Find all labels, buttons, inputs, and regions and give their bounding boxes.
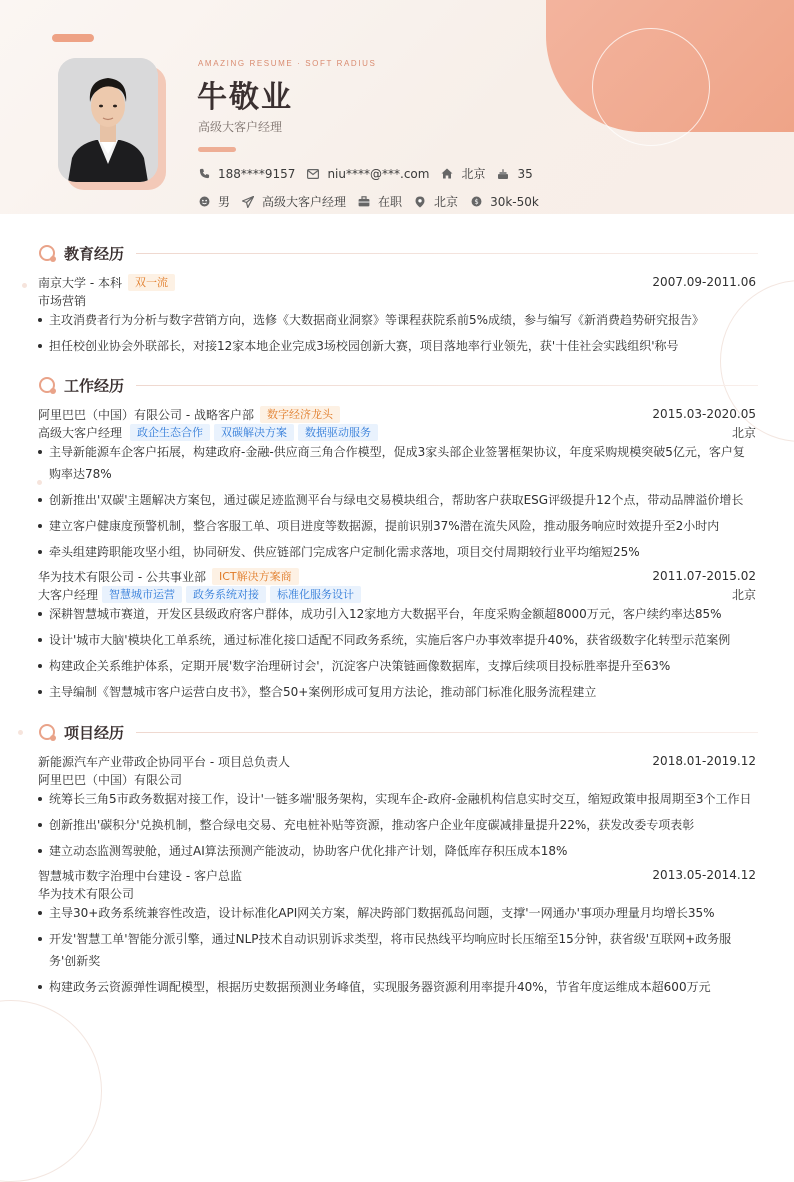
job-role: 高级大客户经理 xyxy=(38,425,123,440)
salary-icon xyxy=(470,196,482,208)
home-icon xyxy=(441,168,453,180)
section-divider xyxy=(136,253,758,254)
education-header xyxy=(38,273,756,291)
project-org-row xyxy=(38,884,756,902)
list-item: 主导30+政务系统兼容性改造，设计标准化API网关方案，解决跨部门数据孤岛问题，支撑'一网通办'事项办理量月均增长35% xyxy=(38,902,754,924)
resume-header xyxy=(0,0,794,214)
project-header xyxy=(38,866,756,884)
section-title: 工作经历 xyxy=(64,377,125,395)
contact-row xyxy=(198,165,545,182)
svg-text:$: $ xyxy=(473,197,479,206)
job-city: 北京 xyxy=(731,425,756,440)
decorative-ring xyxy=(592,28,710,146)
list-item: 构建政务云资源弹性调配模型，根据历史数据预测业务峰值，实现服务器资源利用率提升40%，节省年度运维成本超600万元 xyxy=(38,976,754,998)
company-name: 华为技术有限公司 - 公共事业部 xyxy=(38,569,206,584)
target-position-item: 高级大客户经理 xyxy=(242,193,346,210)
company-name: 阿里巴巴（中国）有限公司 - 战略客户部 xyxy=(38,407,254,422)
project-date: 2018.01-2019.12 xyxy=(652,754,756,768)
project-date: 2013.05-2014.12 xyxy=(652,868,756,882)
school-tag: 双一流 xyxy=(128,274,175,291)
location-icon xyxy=(414,196,426,208)
section-work xyxy=(38,375,758,396)
job-role-row xyxy=(38,423,756,441)
age-item: 35 xyxy=(497,167,532,181)
list-item: 主导新能源车企客户拓展，构建政府-金融-供应商三角合作模型，促成3家头部企业签署框架协议，年度采购规模突破5亿元，客户复购率达78% xyxy=(38,441,754,485)
project-name: 智慧城市数字治理中台建设 - 客户总监 xyxy=(38,868,242,883)
briefcase-icon xyxy=(358,196,370,208)
company-tag: 数字经济龙头 xyxy=(260,406,340,423)
education-major-row xyxy=(38,291,756,309)
list-item: 牵头组建跨职能攻坚小组，协同研发、供应链部门完成客户定制化需求落地，项目交付周期较行业平均缩短25% xyxy=(38,541,754,563)
list-item: 统筹长三角5市政务数据对接工作，设计'一链多端'服务架构，实现车企-政府-金融机构信息实时交互，缩短政策申报周期至3个工作日 xyxy=(38,788,754,810)
section-magnifier-icon xyxy=(38,244,58,264)
job-role-row xyxy=(38,585,756,603)
job-date: 2015.03-2020.05 xyxy=(652,407,756,421)
phone-item: 188****9157 xyxy=(198,167,295,181)
list-item: 主攻消费者行为分析与数字营销方向，选修《大数据商业洞察》等课程获院系前5%成绩，参与编写《新消费趋势研究报告》 xyxy=(38,309,754,331)
send-icon xyxy=(242,196,254,208)
education-date: 2007.09-2011.06 xyxy=(652,275,756,289)
list-item: 深耕智慧城市赛道，开发区县级政府客户群体，成功引入12家地方大数据平台，年度采购金额超8000万元，客户续约率达85% xyxy=(38,603,754,625)
section-divider xyxy=(136,732,758,733)
candidate-name: 牛敬业 xyxy=(197,80,293,115)
list-item: 建立客户健康度预警机制，整合客服工单、项目进度等数据源，提前识别37%潜在流失风险，推动服务响应时效提升至2小时内 xyxy=(38,515,754,537)
project-org: 华为技术有限公司 xyxy=(38,886,135,901)
job-role: 大客户经理 xyxy=(38,587,99,602)
list-item: 主导编制《智慧城市客户运营白皮书》，整合50+案例形成可复用方法论，推动部门标准化服务流程建立 xyxy=(38,681,754,703)
email-item: niu****@***.com xyxy=(307,167,429,181)
job-city: 北京 xyxy=(731,587,756,602)
project-org: 阿里巴巴（中国）有限公司 xyxy=(38,772,183,787)
tagline: AMAZING RESUME · SOFT RADIUS xyxy=(198,59,377,68)
list-item: 创新推出'双碳'主题解决方案包，通过碳足迹监测平台与绿电交易模块组合，帮助客户获取ESG评级提升12个点，带动品牌溢价增长 xyxy=(38,489,754,511)
major: 市场营销 xyxy=(38,293,87,308)
cake-icon xyxy=(497,168,509,180)
decorative-dot xyxy=(18,730,23,735)
section-magnifier-icon xyxy=(38,376,58,396)
decorative-circle xyxy=(0,1000,102,1182)
list-item: 设计'城市大脑'模块化工单系统，通过标准化接口适配不同政务系统，实施后客户办事效率提升40%，获省级数字化转型示范案例 xyxy=(38,629,754,651)
school-name: 南京大学 - 本科 xyxy=(38,275,122,290)
company-tag: ICT解决方案商 xyxy=(212,568,299,585)
section-magnifier-icon xyxy=(38,723,58,743)
skill-tag: 智慧城市运营 xyxy=(102,586,182,603)
list-item: 创新推出'碳积分'兑换机制，整合绿电交易、充电桩补贴等资源，推动客户企业年度碳减排量提升22%，获发改委专项表彰 xyxy=(38,814,754,836)
list-item: 开发'智慧工单'智能分派引擎，通过NLP技术自动识别诉求类型，将市民热线平均响应时长压缩至15分钟，获省级'互联网+政务服务'创新奖 xyxy=(38,928,754,972)
accent-bar xyxy=(52,34,94,42)
decorative-dot xyxy=(22,283,27,288)
job-header xyxy=(38,405,756,423)
mail-icon xyxy=(307,168,319,180)
skill-tag: 政企生态合作 xyxy=(130,424,210,441)
project-header xyxy=(38,752,756,770)
section-divider xyxy=(136,385,758,386)
home-item: 北京 xyxy=(441,165,485,182)
avatar xyxy=(58,58,158,182)
phone-icon xyxy=(198,168,210,180)
accent-bar-small xyxy=(198,147,236,152)
salary-item: $ 30k-50k xyxy=(470,195,539,209)
skill-tag: 数据驱动服务 xyxy=(298,424,378,441)
gender-item: 男 xyxy=(198,193,230,210)
skill-tag: 双碳解决方案 xyxy=(214,424,294,441)
job-header xyxy=(38,567,756,585)
city-item: 北京 xyxy=(414,193,458,210)
skill-tag: 标准化服务设计 xyxy=(270,586,361,603)
section-title: 教育经历 xyxy=(64,245,125,263)
section-projects xyxy=(38,722,758,743)
section-education xyxy=(38,243,758,264)
skill-tag: 政务系统对接 xyxy=(186,586,266,603)
project-name: 新能源汽车产业带政企协同平台 - 项目总负责人 xyxy=(38,754,290,769)
section-title: 项目经历 xyxy=(64,724,125,742)
profile-row xyxy=(198,193,551,210)
gender-icon xyxy=(198,196,210,208)
list-item: 建立动态监测驾驶舱，通过AI算法预测产能波动，协助客户优化排产计划，降低库存积压成本18% xyxy=(38,840,754,862)
list-item: 担任校创业协会外联部长，对接12家本地企业完成3场校园创新大赛，项目落地率行业领先，获'十佳社会实践组织'称号 xyxy=(38,335,754,357)
candidate-title: 高级大客户经理 xyxy=(198,120,283,134)
list-item: 构建政企关系维护体系，定期开展'数字治理研讨会'，沉淀客户决策链画像数据库，支撑后续项目投标胜率提升至63% xyxy=(38,655,754,677)
status-item: 在职 xyxy=(358,193,402,210)
project-org-row xyxy=(38,770,756,788)
job-date: 2011.07-2015.02 xyxy=(652,569,756,583)
profile-photo xyxy=(58,58,158,182)
